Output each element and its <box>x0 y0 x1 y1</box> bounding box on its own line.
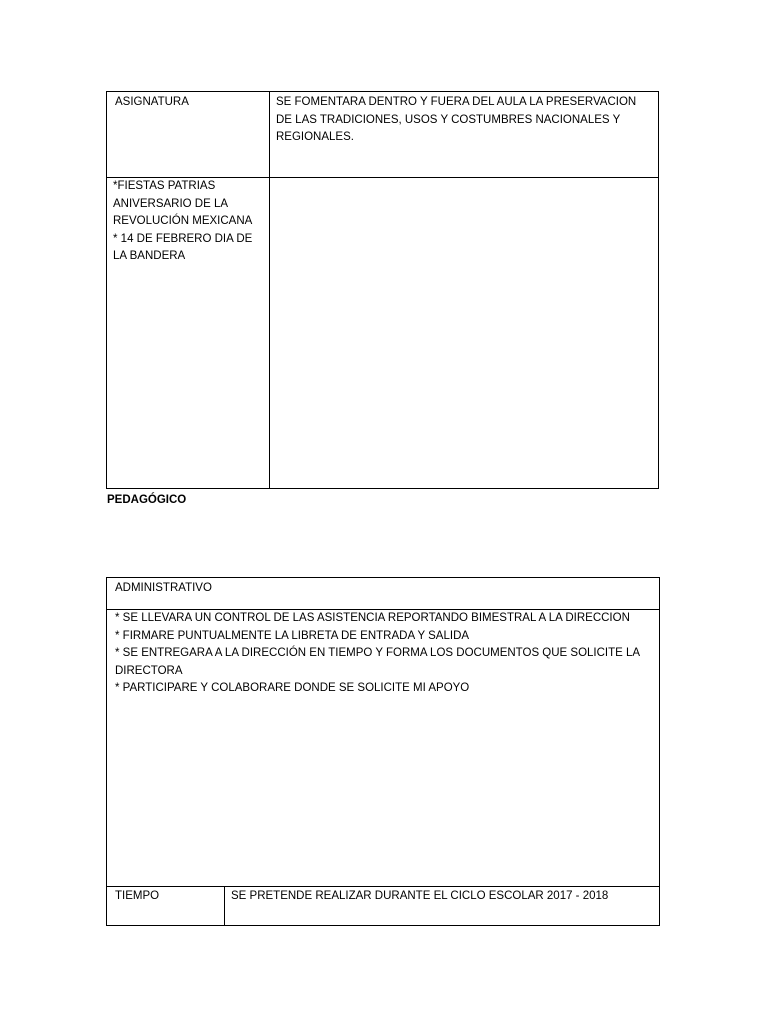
administrativo-header-row <box>107 578 659 610</box>
tiempo-description: SE PRETENDE REALIZAR DURANTE EL CICLO ESCOLAR 2017 - 2018 <box>231 890 609 902</box>
fiestas-list <box>113 178 267 266</box>
fiestas-line: *FIESTAS PATRIAS <box>113 180 216 192</box>
fiestas-line: ANIVERSARIO DE LA <box>113 197 229 210</box>
asignatura-label: ASIGNATURA <box>115 96 189 108</box>
administrativo-items <box>115 610 655 698</box>
administrativo-table <box>106 577 660 926</box>
list-item: * SE ENTREGARA A LA DIRECCIÓN EN TIEMPO Y FORMA LOS DOCUMENTOS QUE SOLICITE LA DIRECTORA <box>115 647 640 677</box>
tiempo-label: TIEMPO <box>115 890 160 902</box>
administrativo-label: ADMINISTRATIVO <box>115 582 212 594</box>
fiestas-line: REVOLUCIÓN MEXICANA <box>113 215 253 227</box>
fiestas-line: * 14 DE FEBRERO DIA DE <box>113 232 253 245</box>
column-divider <box>269 92 270 488</box>
section-label-pedagogico: PEDAGÓGICO <box>107 494 187 506</box>
asignatura-table <box>106 91 659 489</box>
tiempo-row <box>107 886 659 925</box>
asignatura-description: SE FOMENTARA DENTRO Y FUERA DEL AULA LA PRESERVACION DE LAS TRADICIONES, USOS Y COSTUMBRES NACIONALES Y REGIONALES. <box>276 96 637 143</box>
fiestas-line: LA BANDERA <box>113 250 186 262</box>
list-item: * PARTICIPARE Y COLABORARE DONDE SE SOLICITE MI APOYO <box>115 682 470 694</box>
column-divider <box>224 887 225 925</box>
list-item: * SE LLEVARA UN CONTROL DE LAS ASISTENCIA REPORTANDO BIMESTRAL A LA DIRECCION <box>115 612 630 624</box>
list-item: * FIRMARE PUNTUALMENTE LA LIBRETA DE ENTRADA Y SALIDA <box>115 629 470 642</box>
